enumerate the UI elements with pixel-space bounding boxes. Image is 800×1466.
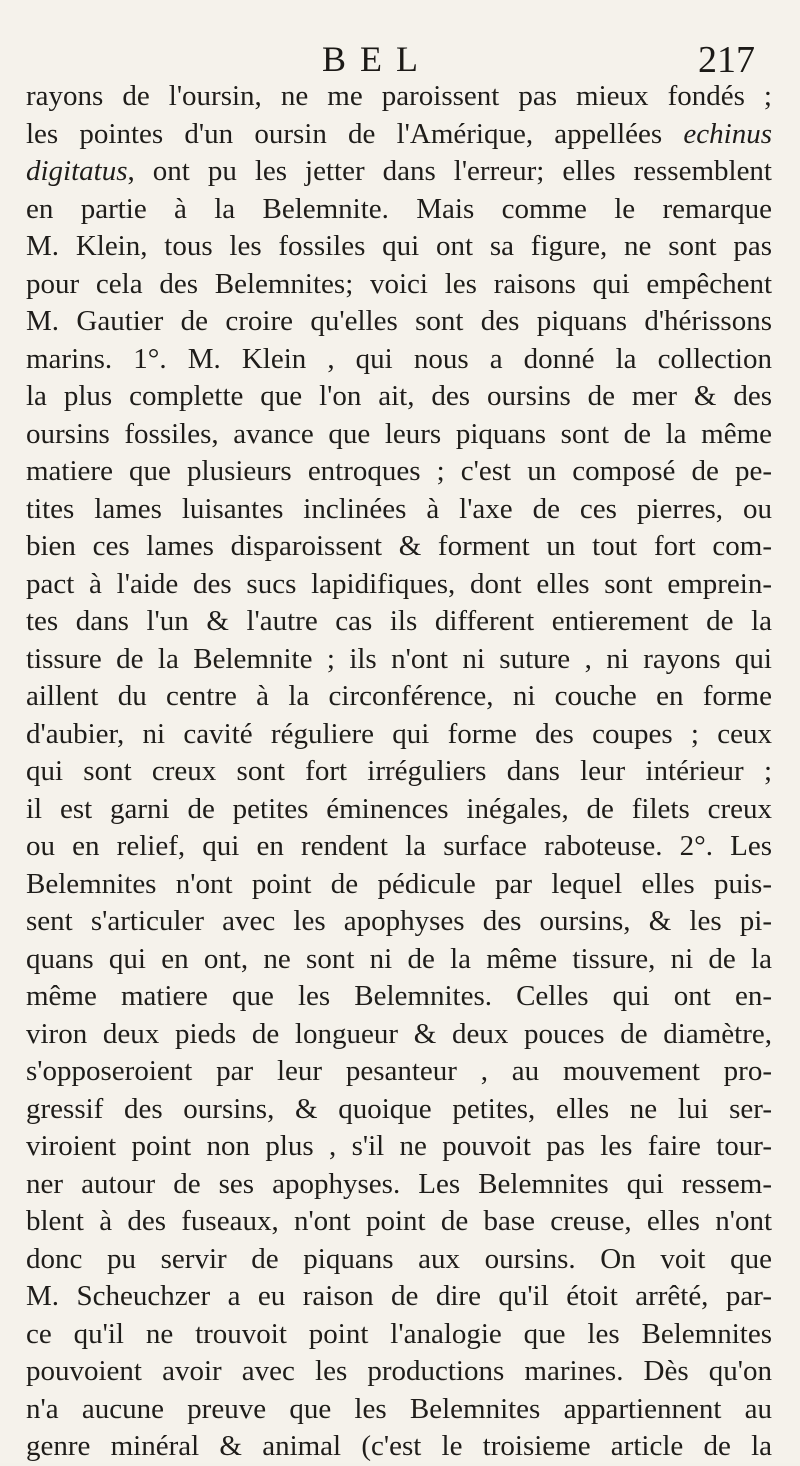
text-line: tes dans l'un & l'autre cas ils different entierement de la [26, 605, 772, 637]
text-line: viron deux pieds de longueur & deux pouces de diamètre, [26, 1017, 772, 1050]
text-line: en partie à la Belemnite. Mais comme le remarque [26, 192, 772, 225]
text-line: sent s'articuler avec les apophyses des oursins, & les pi- [26, 905, 772, 937]
text-line: la plus complette que l'on ait, des oursins de mer & des [26, 380, 772, 412]
page-number: 217 [698, 39, 755, 81]
text-line: marins. 1°. M. Klein , qui nous a donné la collection [26, 342, 772, 375]
text-line: ner autour de ses apophyses. Les Belemnites qui ressem- [26, 1167, 772, 1200]
text-line: pouvoient avoir avec les productions marines. Dès qu'on [26, 1355, 772, 1387]
text-line: pact à l'aide des sucs lapidifiques, dont elles sont emprein- [26, 567, 772, 600]
text-line: ou en relief, qui en rendent la surface raboteuse. 2°. Les [26, 830, 772, 862]
text-line: qui sont creux sont fort irréguliers dans leur intérieur ; [26, 755, 772, 787]
text-segment: les pointes d'un oursin de l'Amérique, appellées [26, 117, 663, 150]
running-head: BEL [322, 39, 432, 79]
text-line: tites lames luisantes inclinées à l'axe de ces pierres, ou [26, 492, 772, 525]
text-segment: , ont pu les jetter dans l'erreur; elles ressemblent [127, 155, 772, 187]
text-line: ce qu'il ne trouvoit point l'analogie que les Belemnites [26, 1317, 772, 1350]
text-line: gressif des oursins, & quoique petites, elles ne lui ser- [26, 1092, 772, 1125]
text-line: genre minéral & animal (c'est le troisieme article de la [26, 1430, 772, 1462]
text-line: bien ces lames disparoissent & forment un tout fort com- [26, 530, 772, 562]
italic-term: digitatus [26, 155, 128, 187]
text-line: s'opposeroient par leur pesanteur , au mouvement pro- [26, 1055, 772, 1087]
text-line: tissure de la Belemnite ; ils n'ont ni suture , ni rayons qui [26, 642, 772, 675]
text-line [26, 153, 772, 191]
text-line [26, 116, 772, 154]
text-line: donc pu servir de piquans aux oursins. On voit que [26, 1242, 772, 1275]
text-line: n'a aucune preuve que les Belemnites appartiennent au [26, 1392, 772, 1425]
text-line: il est garni de petites éminences inégales, de filets creux [26, 792, 772, 825]
text-line: rayons de l'oursin, ne me paroissent pas mieux fondés ; [26, 80, 772, 112]
text-line: M. Klein, tous les fossiles qui ont sa figure, ne sont pas [26, 230, 772, 262]
text-line: blent à des fuseaux, n'ont point de base creuse, elles n'ont [26, 1205, 772, 1237]
text-line: pour cela des Belemnites; voici les raisons qui empêchent [26, 267, 772, 300]
italic-term: echinus [683, 117, 772, 150]
text-line: oursins fossiles, avance que leurs piquans sont de la même [26, 417, 772, 450]
text-line: quans qui en ont, ne sont ni de la même tissure, ni de la [26, 942, 772, 975]
text-line: M. Gautier de croire qu'elles sont des piquans d'hérissons [26, 305, 772, 337]
text-line: même matiere que les Belemnites. Celles qui ont en- [26, 980, 772, 1012]
body-text [26, 78, 772, 1466]
text-line: Belemnites n'ont point de pédicule par lequel elles puis- [26, 867, 772, 900]
text-line: viroient point non plus , s'il ne pouvoit pas les faire tour- [26, 1130, 772, 1162]
text-line: d'aubier, ni cavité réguliere qui forme des coupes ; ceux [26, 717, 772, 750]
text-line: aillent du centre à la circonférence, ni couche en forme [26, 680, 772, 712]
text-line: matiere que plusieurs entroques ; c'est un composé de pe- [26, 455, 772, 487]
text-line: M. Scheuchzer a eu raison de dire qu'il étoit arrêté, par- [26, 1280, 772, 1312]
